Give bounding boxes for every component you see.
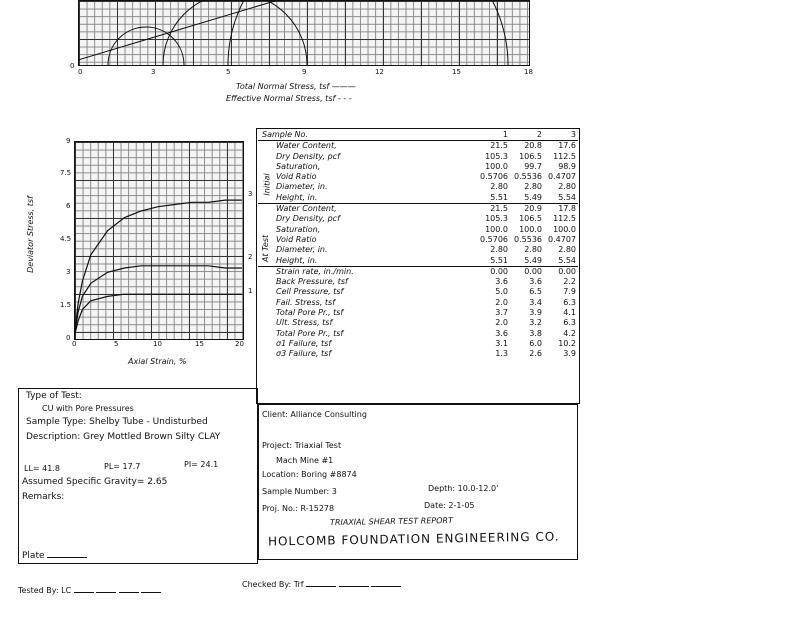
table-row: [258, 204, 578, 215]
cell-value: 2.80: [490, 182, 508, 192]
test-info-box: [18, 388, 258, 564]
cell-value: 5.51: [490, 192, 508, 202]
cell-value: 0.5706: [480, 234, 508, 244]
table-row: [258, 266, 578, 277]
project: Project: Triaxial Test: [262, 441, 342, 450]
cell-value: 100.0: [485, 161, 508, 171]
mohr-y-tick-0: 0: [70, 62, 75, 70]
ss-y-tick: 0: [66, 334, 71, 342]
client: Client: Alliance Consulting: [262, 410, 367, 419]
cell-value: 105.3: [485, 151, 508, 161]
cell-value: 2.80: [524, 245, 542, 255]
series-line-2: [74, 266, 242, 338]
ss-x-tick: 0: [72, 340, 77, 348]
cell-value: 6.0: [529, 338, 542, 348]
table-row: [258, 339, 578, 349]
plastic-limit: PL= 17.7: [104, 462, 141, 471]
table-row: [258, 193, 578, 204]
table-row: [258, 162, 578, 172]
cell-value: 3.8: [529, 328, 542, 338]
curve-label-1: 1: [248, 287, 253, 295]
table-row: [258, 298, 578, 308]
description: Description: Grey Mottled Brown Silty CLAY: [26, 432, 221, 442]
row-label: σ3 Failure, tsf: [276, 349, 332, 359]
remarks: Remarks:: [22, 492, 65, 502]
stress-strain-ylabel: Deviator Stress, tsf: [25, 196, 35, 273]
cell-value: 2.0: [495, 318, 508, 328]
cell-value: 105.3: [485, 214, 508, 224]
cell-value: 2.2: [563, 277, 576, 287]
cell-value: 3.6: [529, 277, 542, 287]
table-row: [258, 245, 578, 255]
location: Location: Boring #8874: [262, 470, 357, 479]
plate-label: Plate: [22, 551, 87, 561]
row-label: Height, in.: [276, 192, 318, 202]
ss-x-tick: 20: [235, 340, 244, 348]
cell-value: 0.00: [558, 266, 576, 276]
mohr-circle-3: [228, 0, 508, 65]
table-row: [258, 287, 578, 297]
at-test-rows: [258, 204, 578, 267]
cell-value: 3.6: [495, 277, 508, 287]
cell-value: 112.5: [553, 151, 576, 161]
table-row: [258, 172, 578, 182]
cell-value: 3.2: [529, 318, 542, 328]
cell-value: 7.9: [563, 287, 576, 297]
row-label: Saturation,: [276, 224, 321, 234]
curve-label-2: 2: [248, 253, 253, 261]
table-row: [258, 308, 578, 318]
row-label: Dry Density, pcf: [276, 214, 340, 224]
sample-number: Sample Number: 3: [262, 487, 337, 496]
row-label: Void Ratio: [276, 234, 317, 244]
cell-value: 3.4: [529, 297, 542, 307]
mohr-x-tick: 5: [226, 68, 231, 76]
col-header: 2: [536, 130, 542, 139]
stress-strain-xlabel: Axial Strain, %: [128, 357, 187, 366]
cell-value: 2.0: [495, 297, 508, 307]
type-of-test-value: CU with Pore Pressures: [42, 404, 134, 413]
table-row: [258, 318, 578, 328]
cell-value: 112.5: [553, 214, 576, 224]
table-row: [258, 214, 578, 224]
row-label: Strain rate, in./min.: [276, 266, 354, 276]
cell-value: 2.80: [524, 182, 542, 192]
col-header: 3: [570, 130, 576, 139]
table-row: [258, 182, 578, 192]
series-line-3: [74, 200, 242, 338]
cell-value: 20.8: [524, 141, 542, 151]
mohr-x-tick: 3: [151, 68, 156, 76]
cell-value: 5.51: [490, 255, 508, 265]
row-label: Saturation,: [276, 161, 321, 171]
initial-group-label: Initial: [262, 173, 272, 196]
cell-value: 6.3: [563, 318, 576, 328]
table-row: [258, 235, 578, 245]
row-label: Water Content,: [276, 204, 337, 214]
mohr-x-tick: 0: [78, 68, 83, 76]
sample-no-label: Sample No.: [262, 130, 308, 139]
depth: Depth: 10.0-12.0': [428, 484, 499, 493]
mohr-circle-2: [163, 0, 307, 65]
mohr-x-tick: 12: [375, 68, 384, 76]
cell-value: 5.54: [558, 255, 576, 265]
mohr-circle-1: [108, 27, 184, 65]
cell-value: 1.3: [495, 349, 508, 359]
mohr-x-tick: 9: [302, 68, 307, 76]
row-label: Total Pore Pr., tsf: [276, 308, 344, 318]
cell-value: 98.9: [558, 161, 576, 171]
failure-envelope: [78, 0, 278, 60]
project-sub: Mach Mine #1: [276, 456, 334, 465]
ss-y-tick: 3: [66, 268, 71, 276]
table-header-row: [258, 130, 578, 141]
cell-value: 3.6: [495, 328, 508, 338]
cell-value: 0.4707: [548, 172, 576, 182]
table-row: [258, 349, 578, 359]
row-label: Diameter, in.: [276, 245, 328, 255]
cell-value: 3.9: [563, 349, 576, 359]
mohr-x-tick: 15: [452, 68, 461, 76]
ss-x-tick: 5: [114, 340, 119, 348]
row-label: Diameter, in.: [276, 182, 328, 192]
cell-value: 21.5: [490, 204, 508, 214]
table-row: [258, 256, 578, 267]
cell-value: 6.3: [563, 297, 576, 307]
cell-value: 0.5536: [514, 172, 542, 182]
table-row: [258, 152, 578, 162]
cell-value: 17.8: [558, 204, 576, 214]
ss-y-tick: 1.5: [60, 301, 72, 309]
table-row: [258, 329, 578, 339]
cell-value: 0.4707: [548, 234, 576, 244]
other-rows: [258, 266, 578, 359]
type-of-test-label: Type of Test:: [26, 391, 82, 401]
cell-value: 2.80: [558, 182, 576, 192]
cell-value: 5.49: [524, 192, 542, 202]
col-header: 1: [502, 130, 508, 139]
mohr-circles: [78, 0, 530, 66]
cell-value: 0.5706: [480, 172, 508, 182]
ss-y-tick: 9: [66, 137, 71, 145]
series-line-1: [74, 294, 242, 338]
table-row: [258, 277, 578, 287]
cell-value: 3.1: [495, 338, 508, 348]
cell-value: 0.5536: [514, 234, 542, 244]
ss-y-tick: 4.5: [60, 235, 72, 243]
cell-value: 20.9: [524, 204, 542, 214]
mohr-plot: [78, 0, 530, 66]
cell-value: 0.00: [524, 266, 542, 276]
cell-value: 106.5: [519, 151, 542, 161]
table-row: [258, 141, 578, 152]
row-label: Cell Pressure, tsf: [276, 287, 344, 297]
proj-no: Proj. No.: R-15278: [262, 504, 335, 513]
specific-gravity: Assumed Specific Gravity= 2.65: [22, 477, 168, 487]
cell-value: 2.80: [558, 245, 576, 255]
cell-value: 2.80: [490, 245, 508, 255]
initial-rows: [258, 141, 578, 204]
tested-by: Tested By: LC: [18, 586, 161, 595]
row-label: Ult. Stress, tsf: [276, 318, 333, 328]
stress-strain-chart: [74, 141, 244, 340]
cell-value: 3.9: [529, 308, 542, 318]
sample-type: Sample Type: Shelby Tube - Undisturbed: [26, 417, 208, 427]
cell-value: 5.54: [558, 192, 576, 202]
ss-y-tick: 6: [66, 202, 71, 210]
company-name: HOLCOMB FOUNDATION ENGINEERING CO.: [267, 529, 560, 549]
ss-y-tick: 7.5: [60, 169, 72, 177]
cell-value: 5.0: [495, 287, 508, 297]
row-label: Back Pressure, tsf: [276, 277, 348, 287]
table-row: [258, 225, 578, 235]
row-label: Fail. Stress, tsf: [276, 297, 336, 307]
cell-value: 5.49: [524, 255, 542, 265]
checked-by: Checked By: Trf: [242, 580, 401, 589]
cell-value: 2.6: [529, 349, 542, 359]
cell-value: 100.0: [519, 224, 542, 234]
at-test-group-label: At Test: [261, 234, 271, 263]
cell-value: 0.00: [490, 266, 508, 276]
cell-value: 3.7: [495, 308, 508, 318]
cell-value: 106.5: [519, 214, 542, 224]
row-label: Height, in.: [276, 255, 318, 265]
cell-value: 4.1: [563, 308, 576, 318]
cell-value: 4.2: [563, 328, 576, 338]
ss-x-tick: 10: [153, 340, 162, 348]
row-label: Water Content,: [276, 141, 337, 151]
ss-x-tick: 15: [195, 340, 204, 348]
cell-value: 100.0: [485, 224, 508, 234]
date: Date: 2-1-05: [424, 501, 475, 510]
row-label: σ1 Failure, tsf: [276, 338, 332, 348]
properties-table: [258, 130, 578, 360]
cell-value: 6.5: [529, 287, 542, 297]
row-label: Total Pore Pr., tsf: [276, 328, 344, 338]
cell-value: 17.6: [558, 141, 576, 151]
cell-value: 100.0: [553, 224, 576, 234]
liquid-limit: LL= 41.8: [24, 464, 60, 473]
mohr-xlabel-total: Total Normal Stress, tsf ———: [236, 82, 356, 91]
mohr-x-tick: 18: [524, 68, 533, 76]
row-label: Void Ratio: [276, 172, 317, 182]
row-label: Dry Density, pcf: [276, 151, 340, 161]
plasticity-index: PI= 24.1: [184, 460, 219, 469]
cell-value: 21.5: [490, 141, 508, 151]
mohr-xlabel-effective: Effective Normal Stress, tsf - - -: [226, 94, 352, 103]
cell-value: 10.2: [558, 338, 576, 348]
cell-value: 99.7: [524, 161, 542, 171]
curve-label-3: 3: [248, 190, 253, 198]
report-title: TRIAXIAL SHEAR TEST REPORT: [329, 515, 454, 528]
